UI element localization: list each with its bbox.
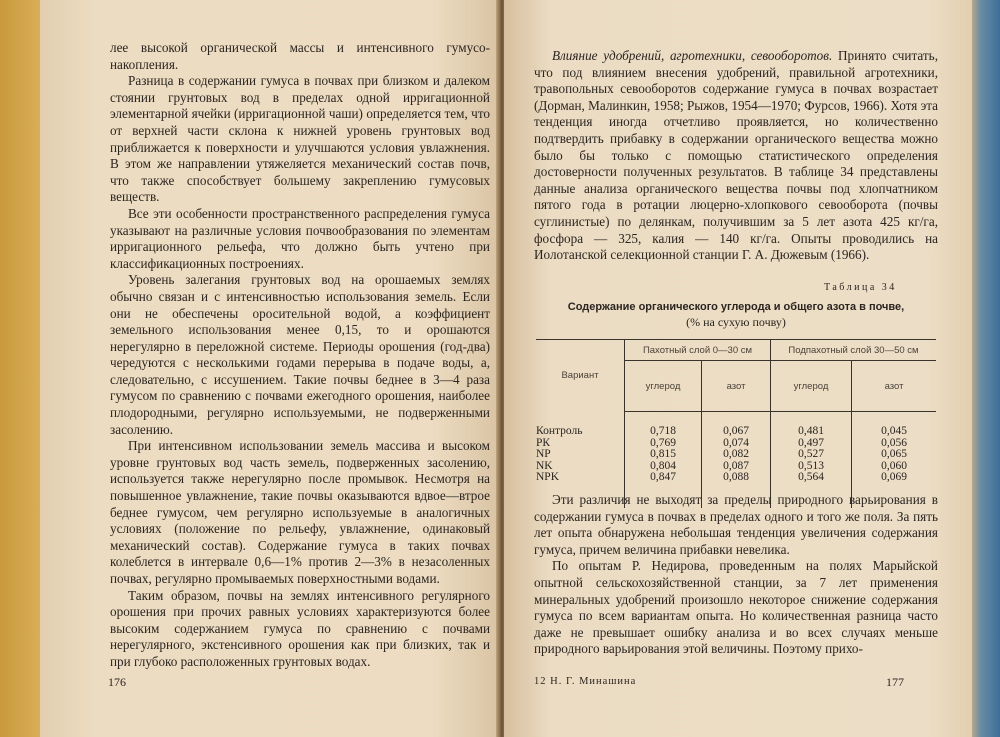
cell-nitrogen-subsoil: 0,056: [852, 438, 937, 450]
table-header-carbon: углерод: [771, 361, 852, 412]
paragraph: Уровень залегания грунтовых вод на орошаемых землях обычно связан и с интенсивностью использования земель. Если они не обеспечены оросительной водой, а коэффициент земельного использования менее 0,15, то и орошаются нерегулярно в переложной системе. Периоды орошения (год-два) чередуются с несколькими годами перерыва в подаче воды, а, следовательно, с иссушением. Такие почвы беднее в 3—4 раза гумусом по сравнению с почвами ежегодного орошения, наиболее плодородными, регулярно используемыми, не подверженными засолению.: [110, 272, 490, 437]
paragraph-text: Принято считать, что под влиянием внесения удобрений, правильной агротехники, травопольных севооборотов содержание гумуса в почвах возрастает (Дорман, Малинкин, 1958; Рыжов, 1954—1970; Фурсов, 1966). Хотя эта тенденция иногда отчетливо проявляется, но количественно подтвердить прибавку в содержании органического вещества можно было бы только с помощью статистического определения достоверности полученных результатов. В таблице 34 представлены данные анализа органического вещества почвы под хлопчатником пятого года в ротации люцерно-хлопкового севооборота (почвы суглинистые) по делянкам, получившим за 5 лет азота 425 кг/га, фосфора — 325, калия — 140 кг/га. Опыты проводились на Иолотанской селекционной станции Г. А. Дюжевым (1966).: [534, 48, 939, 263]
section-lead: Влияние удобрений, агротехники, севооборотов.: [552, 48, 833, 63]
cell-carbon-topsoil: 0,804: [625, 461, 702, 473]
left-text-column: [110, 40, 490, 671]
table-header-group-1: Пахотный слой 0—30 см: [625, 340, 771, 361]
paragraph: лее высокой органической массы и интенсивного гумусо-накопления.: [110, 40, 490, 72]
table-header-nitrogen: азот: [702, 361, 771, 412]
table-row: [536, 412, 936, 438]
paragraph: Все эти особенности пространственного распределения гумуса указывают на различные условия почвообразования по элементам ирригационного рельефа, что должно быть учтено при классификационных построениях.: [110, 205, 490, 271]
page-number-right: 177: [886, 675, 904, 689]
data-table: [536, 339, 936, 508]
cell-carbon-topsoil: 0,847: [625, 472, 702, 484]
right-text-column-lower: [534, 492, 938, 658]
cell-variant: NP: [536, 448, 551, 460]
cell-nitrogen-topsoil: 0,088: [702, 472, 771, 484]
cell-nitrogen-topsoil: 0,082: [702, 449, 771, 461]
cell-carbon-topsoil: 0,718: [625, 412, 702, 438]
table-row: [536, 449, 936, 461]
cell-carbon-subsoil: 0,497: [771, 438, 852, 450]
paragraph: Таким образом, почвы на землях интенсивного регулярного орошения при прочих равных условиях характеризуются более высоким содержанием гумуса по сравнению с почвами нерегулярного, экстенсивного орошения как при близких, так и при глубоко расположенных грунтовых водах.: [110, 587, 490, 669]
printer-signature: 12 Н. Г. Минашина: [534, 676, 637, 687]
paragraph: При интенсивном использовании земель массива и высоком уровне грунтовых вод часть земель, подверженных засолению, используется также нерегулярно после промывок. Несмотря на повышенное увлажнение, такие почвы оказываются вдвое—втрое беднее гумусом, чем регулярно используемые в аналогичных условиях (положение по рельефу, увлажнение, одинаковый механический состав). Содержание гумуса в таких почвах колеблется в интервале 0,6—1% против 2—3% в незасоленных почвах, регулярно промываемых поверхностными водами.: [110, 438, 490, 586]
cell-variant: Контроль: [536, 424, 583, 437]
table-header-nitrogen: азот: [852, 361, 937, 412]
paragraph: По опытам Р. Недирова, проведенным на полях Марыйской опытной сельскохозяйственной станции, за 7 лет применения минеральных удобрений произошло некоторое снижение содержания гумуса по всем вариантам опыта. Но количественная разница часто даже не превышает ошибку анализа и во всех случаях меньше природного варьирования этой величины. Поэтому прихо-: [534, 558, 938, 657]
cell-nitrogen-subsoil: 0,065: [852, 449, 937, 461]
book-edge-right: [972, 0, 1000, 737]
table-header-variant: Вариант: [536, 340, 625, 412]
cell-carbon-topsoil: 0,815: [625, 449, 702, 461]
cell-variant: NPK: [536, 471, 560, 483]
table-header-group-2: Подпахотный слой 30—50 см: [771, 340, 937, 361]
right-text-column: [534, 48, 938, 264]
table-caption: [534, 300, 938, 330]
table-header-carbon: углерод: [625, 361, 702, 412]
table-label: Таблица 34: [824, 282, 897, 293]
table-title: Содержание органического углерода и общего азота в почве,: [567, 301, 905, 313]
cell-nitrogen-topsoil: 0,074: [702, 438, 771, 450]
paragraph: [534, 48, 938, 264]
page-number-left: 176: [108, 675, 126, 689]
table-subtitle: (% на сухую почву): [686, 315, 786, 329]
paragraph: Разница в содержании гумуса в почвах при близком и далеком стоянии грунтовых вод в пределах одной ирригационной элементарной ячейки (ирригационной чаши) определяется тем, что от верхней части склона к нижней уровень грунтовых вод приближается к поверхности и улучшаются условия увлажнения. В этом же направлении утяжеляется механический состав почв, что также способствует большему закреплению гумусовых веществ.: [110, 73, 490, 205]
paragraph: Эти различия не выходят за пределы природного варьирования в содержании гумуса в почвах в пределах одного и того же поля. За пять лет опыта обнаружена небольшая тенденция увеличения содержания гумуса, причем величина прибавки невелика.: [534, 492, 938, 557]
cell-nitrogen-topsoil: 0,087: [702, 461, 771, 473]
right-page: [504, 0, 972, 737]
cell-nitrogen-subsoil: 0,069: [852, 472, 937, 484]
cell-nitrogen-subsoil: 0,060: [852, 461, 937, 473]
cell-nitrogen-topsoil: 0,067: [702, 412, 771, 438]
cell-carbon-subsoil: 0,481: [771, 412, 852, 438]
cell-carbon-subsoil: 0,527: [771, 449, 852, 461]
cell-carbon-topsoil: 0,769: [625, 438, 702, 450]
cell-carbon-subsoil: 0,513: [771, 461, 852, 473]
table-row: [536, 472, 936, 484]
cell-variant: NK: [536, 459, 553, 472]
cell-nitrogen-subsoil: 0,045: [852, 412, 937, 438]
left-page: [40, 0, 500, 737]
cell-carbon-subsoil: 0,564: [771, 472, 852, 484]
cell-variant: РК: [536, 436, 551, 449]
